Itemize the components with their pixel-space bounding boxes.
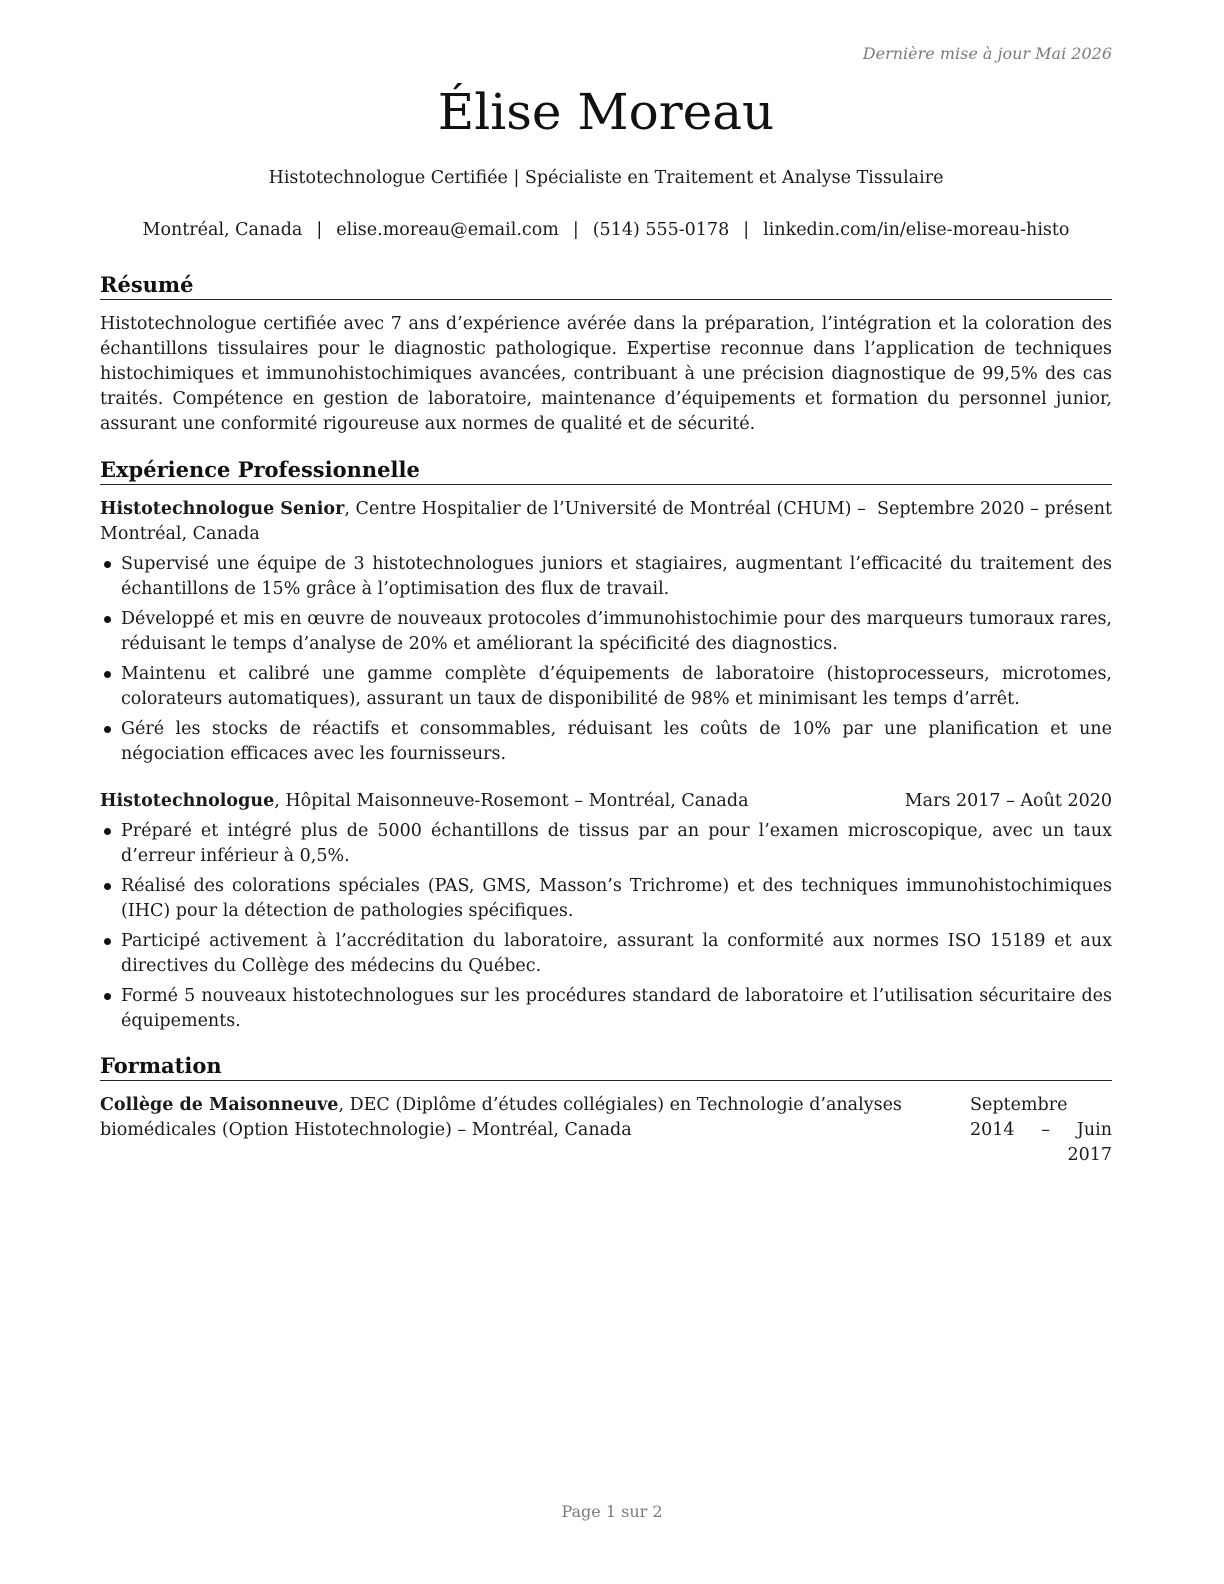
job-bullet bbox=[100, 717, 1112, 767]
section-title-summary: Résumé bbox=[100, 271, 1112, 300]
bullet-icon bbox=[104, 993, 111, 1000]
job-header bbox=[100, 789, 1112, 814]
page-number: Page 1 sur 2 bbox=[561, 1502, 663, 1521]
job-bullet-list bbox=[100, 552, 1112, 767]
bullet-icon bbox=[104, 828, 111, 835]
last-updated-date: Dernière mise à jour Mai 2026 bbox=[862, 44, 1112, 63]
job-bullet bbox=[100, 552, 1112, 602]
education-header bbox=[100, 1093, 1112, 1168]
bullet-icon bbox=[104, 671, 111, 678]
job-entry bbox=[100, 497, 1112, 767]
education-section bbox=[100, 1052, 1112, 1190]
job-header bbox=[100, 497, 1112, 547]
job-dates: Mars 2017 – Août 2020 bbox=[904, 791, 1112, 812]
contact-linkedin[interactable]: linkedin.com/in/elise-moreau-histo bbox=[763, 220, 1070, 240]
job-bullet-text: Réalisé des colorations spéciales (PAS, GMS, Masson’s Trichrome) et des techniques immunohistochimiques (IHC) pour la détection de pathologies spécifiques. bbox=[121, 876, 1112, 922]
job-bullet bbox=[100, 984, 1112, 1034]
experience-section bbox=[100, 456, 1112, 1056]
education-entry bbox=[100, 1093, 1112, 1168]
professional-title: Histotechnologue Certifiée | Spécialiste en Traitement et Analyse Tissulaire bbox=[268, 168, 944, 188]
job-bullet bbox=[100, 819, 1112, 869]
job-bullet-text: Développé et mis en œuvre de nouveaux protocoles d’immunohistochimie pour des marqueurs tumoraux rares, réduisant le temps d’analyse de 20% et améliorant la spécificité des diagnostics. bbox=[121, 609, 1112, 655]
job-bullet bbox=[100, 662, 1112, 712]
education-institution: Collège de Maisonneuve bbox=[100, 1095, 339, 1116]
job-role-line bbox=[100, 497, 877, 547]
job-bullet bbox=[100, 874, 1112, 924]
job-bullet-text: Participé activement à l’accréditation du laboratoire, assurant la conformité aux normes ISO 15189 et aux directives du Collège des médecins du Québec. bbox=[121, 931, 1112, 977]
job-role-line bbox=[100, 789, 905, 814]
bullet-icon bbox=[104, 883, 111, 890]
section-title-education: Formation bbox=[100, 1052, 1112, 1081]
education-dates: Septembre 2014 – Juin 2017 bbox=[970, 1095, 1112, 1166]
contact-line bbox=[100, 219, 1112, 242]
job-bullet-list bbox=[100, 819, 1112, 1034]
job-bullet bbox=[100, 607, 1112, 657]
education-line bbox=[100, 1093, 970, 1143]
job-bullet-text: Supervisé une équipe de 3 histotechnologues juniors et stagiaires, augmentant l’efficacité du traitement des échantillons de 15% grâce à l’optimisation des flux de travail. bbox=[121, 554, 1112, 600]
job-bullet-text: Maintenu et calibré une gamme complète d’équipements de laboratoire (histoprocesseurs, microtomes, colorateurs automatiques), assurant un taux de disponibilité de 98% et minimisant les temps d’arrêt. bbox=[121, 664, 1112, 710]
job-employer: , Hôpital Maisonneuve-Rosemont – Montréal, Canada bbox=[274, 791, 749, 812]
contact-phone[interactable]: (514) 555-0178 bbox=[592, 220, 730, 240]
job-bullet bbox=[100, 929, 1112, 979]
education-details: , DEC (Diplôme d’études collégiales) en Technologie d’analyses biomédicales (Option Histotechnologie) – Montréal, Canada bbox=[100, 1095, 902, 1141]
contact-separator: | bbox=[572, 220, 579, 240]
section-title-experience: Expérience Professionnelle bbox=[100, 456, 1112, 485]
bullet-icon bbox=[104, 561, 111, 568]
job-role: Histotechnologue bbox=[100, 791, 275, 812]
job-bullet-text: Géré les stocks de réactifs et consommables, réduisant les coûts de 10% par une planification et une négociation efficaces avec les fournisseurs. bbox=[121, 719, 1112, 765]
bullet-icon bbox=[104, 938, 111, 945]
candidate-name: Élise Moreau bbox=[437, 83, 775, 141]
job-dates: Septembre 2020 – présent bbox=[877, 499, 1112, 520]
contact-separator: | bbox=[316, 220, 323, 240]
bullet-icon bbox=[104, 616, 111, 623]
job-bullet-text: Formé 5 nouveaux histotechnologues sur les procédures standard de laboratoire et l’utilisation sécuritaire des équipements. bbox=[121, 986, 1112, 1032]
contact-location: Montréal, Canada bbox=[142, 220, 303, 240]
contact-email[interactable]: elise.moreau@email.com bbox=[336, 220, 559, 240]
summary-section bbox=[100, 271, 1112, 437]
summary-text: Histotechnologue certifiée avec 7 ans d’expérience avérée dans la préparation, l’intégration et la coloration des échantillons tissulaires pour le diagnostic pathologique. Expertise reconnue dans l’application de techniques histochimiques et immunohistochimiques avancées, contribuant à une précision diagnostique de 99,5% des cas traités. Compétence en gestion de laboratoire, maintenance d’équipements et formation du personnel junior, assurant une conformité rigoureuse aux normes de qualité et de sécurité. bbox=[100, 314, 1112, 435]
job-entry bbox=[100, 789, 1112, 1034]
job-role: Histotechnologue Senior bbox=[100, 499, 345, 520]
contact-separator: | bbox=[743, 220, 750, 240]
bullet-icon bbox=[104, 726, 111, 733]
job-bullet-text: Préparé et intégré plus de 5000 échantillons de tissus par an pour l’examen microscopique, avec un taux d’erreur inférieur à 0,5%. bbox=[121, 821, 1112, 867]
job-employer: , Centre Hospitalier de l’Université de Montréal (CHUM) – Montréal, Canada bbox=[100, 499, 866, 545]
